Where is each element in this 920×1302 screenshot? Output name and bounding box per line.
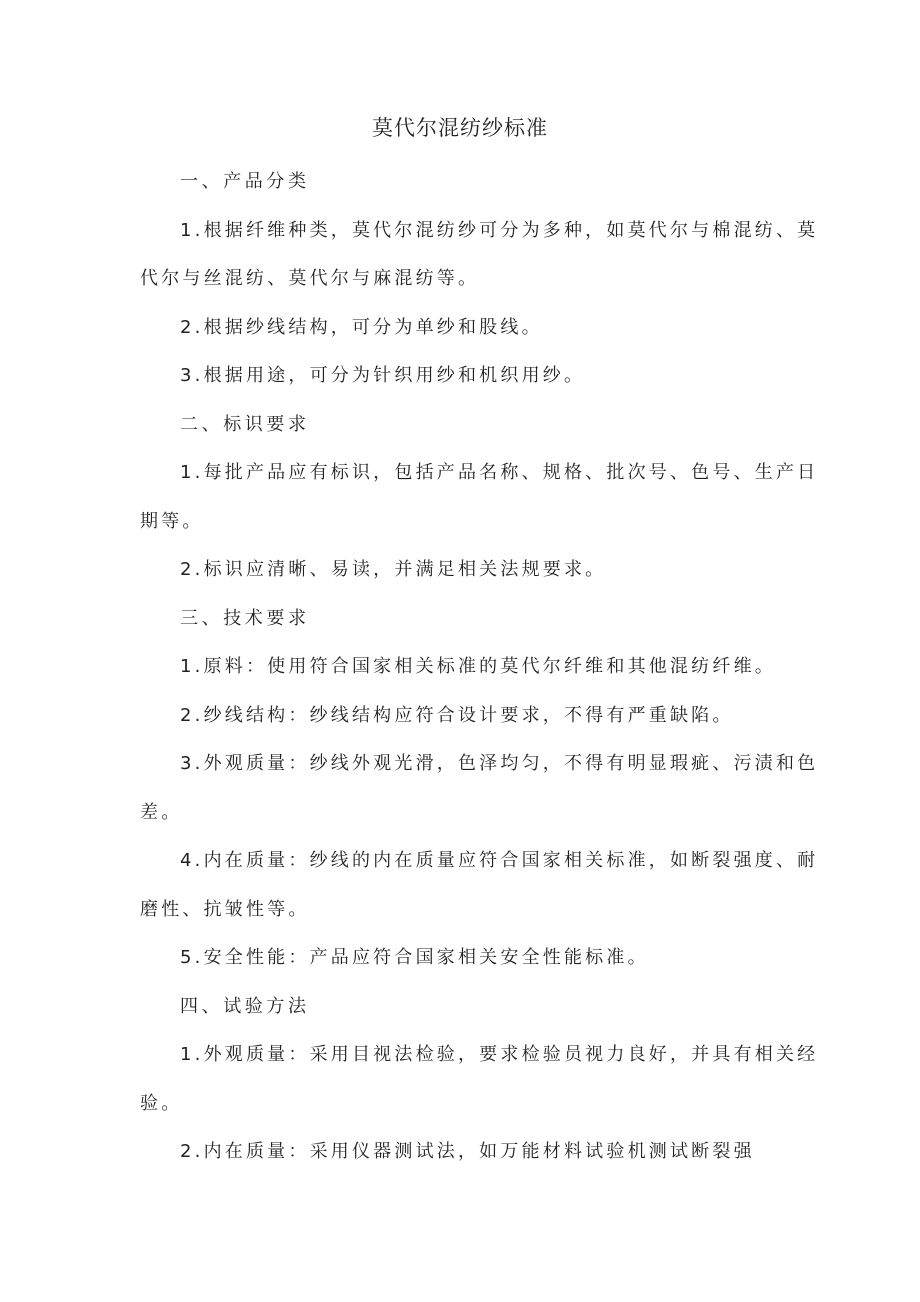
document-body xyxy=(140,158,819,1177)
paragraph-line: 1.根据纤维种类，莫代尔混纺纱可分为多种，如莫代尔与棉混纺、莫 xyxy=(180,219,819,241)
paragraph-line-continuation: 磨性、抗皱性等。 xyxy=(140,898,310,920)
paragraph-line: 1.原料：使用符合国家相关标准的莫代尔纤维和其他混纺纤维。 xyxy=(180,656,776,677)
paragraph-line: 5.安全性能：产品应符合国家相关安全性能标准。 xyxy=(180,947,649,968)
paragraph-line-continuation: 差。 xyxy=(140,801,183,823)
paragraph-line: 1.每批产品应有标识，包括产品名称、规格、批次号、色号、生产日 xyxy=(180,462,819,483)
section-heading-test-methods: 四、试验方法 xyxy=(180,995,310,1017)
paragraph-line: 3.根据用途，可分为针织用纱和机织用纱。 xyxy=(180,365,586,386)
section-heading-technical-requirements: 三、技术要求 xyxy=(180,607,310,629)
document-title: 莫代尔混纺纱标准 xyxy=(372,116,548,140)
paragraph-line: 2.纱线结构：纱线结构应符合设计要求，不得有严重缺陷。 xyxy=(180,704,734,726)
paragraph-line: 3.外观质量：纱线外观光滑，色泽均匀，不得有明显瑕疵、污渍和色 xyxy=(180,753,819,774)
paragraph-line-continuation: 期等。 xyxy=(140,510,204,532)
section-heading-product-classification: 一、产品分类 xyxy=(180,171,310,192)
paragraph-line-continuation: 代尔与丝混纺、莫代尔与麻混纺等。 xyxy=(140,268,480,289)
section-heading-labeling-requirements: 二、标识要求 xyxy=(180,413,310,435)
paragraph-line: 2.标识应清晰、易读，并满足相关法规要求。 xyxy=(180,559,607,580)
paragraph-line: 2.内在质量：采用仪器测试法，如万能材料试验机测试断裂强 xyxy=(180,1141,755,1162)
paragraph-line: 2.根据纱线结构，可分为单纱和股线。 xyxy=(180,316,543,338)
paragraph-line: 1.外观质量：采用目视法检验，要求检验员视力良好，并具有相关经 xyxy=(180,1044,819,1065)
paragraph-line-continuation: 验。 xyxy=(140,1092,183,1114)
paragraph-line: 4.内在质量：纱线的内在质量应符合国家相关标准，如断裂强度、耐 xyxy=(180,850,819,871)
